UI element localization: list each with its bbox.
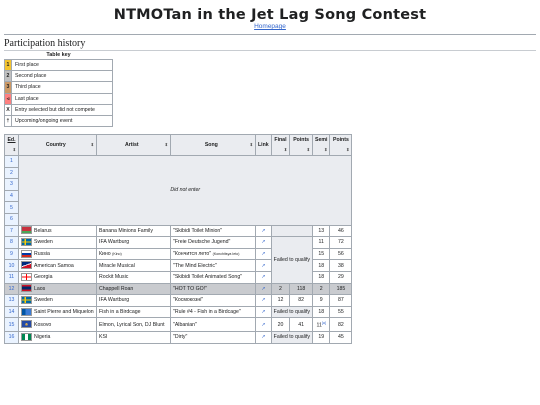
table-row bbox=[5, 318, 352, 332]
artist-name: Miracle Musical bbox=[99, 262, 135, 269]
edition-link[interactable]: 1 bbox=[5, 156, 19, 168]
sort-icon[interactable]: ⬍ bbox=[306, 147, 311, 152]
song-title: "Космокозні" bbox=[173, 297, 204, 304]
semi-points: 29 bbox=[330, 271, 352, 283]
semi-points: 46 bbox=[330, 225, 352, 237]
external-link-icon[interactable]: ↗ bbox=[256, 332, 272, 344]
semi-points: 82 bbox=[330, 318, 352, 332]
semi-place bbox=[313, 260, 330, 272]
artist-name: Banana Minions Family bbox=[99, 227, 153, 234]
artist-cell bbox=[97, 295, 171, 307]
semi-points: 72 bbox=[330, 237, 352, 249]
external-link-icon[interactable]: ↗ bbox=[256, 260, 272, 272]
sort-icon[interactable]: ⬍ bbox=[12, 147, 16, 152]
key-symbol: X bbox=[5, 104, 12, 115]
sort-icon[interactable]: ⬍ bbox=[283, 147, 288, 152]
artist-cell bbox=[97, 318, 171, 332]
semi-place-value: 15 bbox=[318, 251, 325, 258]
key-label: First place bbox=[12, 60, 113, 71]
failed-to-qualify-cell: Failed to qualify bbox=[271, 306, 312, 318]
song-title: "Albanian" bbox=[173, 321, 197, 328]
key-label: Last place bbox=[12, 93, 113, 104]
col-header-country[interactable]: Country ⬍ bbox=[19, 135, 97, 156]
col-header-semi[interactable]: Semi ⬍ bbox=[313, 135, 330, 156]
sort-icon[interactable]: ⬍ bbox=[249, 142, 253, 147]
key-row bbox=[5, 115, 113, 126]
semi-place-value: 2 bbox=[319, 285, 323, 292]
country-name[interactable]: Laos bbox=[34, 285, 46, 292]
sort-icon[interactable]: ⬍ bbox=[324, 147, 328, 152]
key-label: Entry selected but did not compete bbox=[12, 104, 113, 115]
semi-place-value: 18 bbox=[318, 262, 325, 269]
external-link-icon[interactable]: ↗ bbox=[256, 318, 272, 332]
key-symbol: 2 bbox=[5, 71, 12, 82]
artist-cell bbox=[97, 260, 171, 272]
final-place: 12 bbox=[271, 295, 290, 307]
song-title: "Skibidi Toilet Minion" bbox=[173, 227, 223, 234]
table-row bbox=[5, 156, 352, 168]
col-header-semi-points[interactable]: Points ⬍ bbox=[330, 135, 352, 156]
country-name[interactable]: Russia bbox=[34, 251, 50, 258]
table-row bbox=[5, 295, 352, 307]
flag-nigeria-icon bbox=[21, 333, 32, 341]
final-empty-cell bbox=[271, 225, 312, 237]
final-place: 20 bbox=[271, 318, 290, 332]
song-cell bbox=[171, 260, 256, 272]
country-name[interactable]: American Samoa bbox=[34, 262, 74, 269]
artist-name: IFA Wartburg bbox=[99, 239, 130, 246]
country-cell[interactable] bbox=[19, 332, 97, 344]
external-link-icon[interactable]: ↗ bbox=[256, 306, 272, 318]
song-cell bbox=[171, 318, 256, 332]
country-cell[interactable] bbox=[19, 248, 97, 260]
artist-name: Rockit Music bbox=[99, 274, 129, 281]
key-label: Second place bbox=[12, 71, 113, 82]
semi-place bbox=[313, 237, 330, 249]
col-header-song[interactable]: Song ⬍ bbox=[171, 135, 256, 156]
country-cell[interactable] bbox=[19, 260, 97, 272]
flag-spm-icon bbox=[21, 308, 32, 316]
external-link-icon[interactable]: ↗ bbox=[256, 295, 272, 307]
title-divider bbox=[4, 34, 536, 35]
sort-icon[interactable]: ⬍ bbox=[164, 142, 168, 147]
semi-points: 185 bbox=[330, 283, 352, 295]
artist-cell bbox=[97, 225, 171, 237]
song-title: "HOT TO GO!" bbox=[173, 285, 207, 292]
country-cell[interactable] bbox=[19, 271, 97, 283]
edition-link[interactable]: 5 bbox=[5, 202, 19, 214]
artist-cell bbox=[97, 283, 171, 295]
edition-link[interactable]: 10 bbox=[5, 260, 19, 272]
song-title: "Freie Deutsche Jugend" bbox=[173, 239, 231, 246]
song-title: "Кончится лето" bbox=[173, 251, 212, 258]
artist-name: Кино bbox=[99, 251, 111, 258]
semi-points: 55 bbox=[330, 306, 352, 318]
final-points: 82 bbox=[290, 295, 313, 307]
table-row bbox=[5, 237, 352, 249]
country-cell[interactable] bbox=[19, 225, 97, 237]
failed-to-qualify-cell: Failed to qualify bbox=[271, 332, 312, 344]
external-link-icon[interactable]: ↗ bbox=[256, 283, 272, 295]
country-name[interactable]: Belarus bbox=[34, 227, 52, 234]
country-name[interactable]: Saint Pierre and Miquelon bbox=[34, 309, 94, 316]
failed-to-qualify-cell: Failed to qualify bbox=[271, 237, 312, 283]
flag-belarus-icon bbox=[21, 226, 32, 234]
col-header-link: Link bbox=[256, 135, 272, 156]
song-cell bbox=[171, 306, 256, 318]
col-header-edition[interactable]: Ed. ⬍ bbox=[5, 135, 19, 156]
flag-sweden-icon bbox=[21, 238, 32, 246]
final-points: 118 bbox=[290, 283, 313, 295]
country-name[interactable]: Georgia bbox=[34, 274, 53, 281]
key-row bbox=[5, 71, 113, 82]
semi-place-value: 11 bbox=[318, 239, 324, 246]
country-name[interactable]: Sweden bbox=[34, 297, 53, 304]
semi-place-value: 13 bbox=[318, 227, 325, 234]
edition-link[interactable]: 6 bbox=[5, 213, 19, 225]
song-cell bbox=[171, 237, 256, 249]
artist-cell bbox=[97, 271, 171, 283]
semi-place bbox=[313, 225, 330, 237]
page-title: NTMOTan in the Jet Lag Song Contest bbox=[113, 7, 427, 23]
song-cell bbox=[171, 248, 256, 260]
flag-kosovo-icon bbox=[21, 320, 32, 328]
key-row bbox=[5, 60, 113, 71]
country-name[interactable]: Nigeria bbox=[34, 334, 51, 341]
table-row bbox=[5, 306, 352, 318]
external-link-icon[interactable]: ↗ bbox=[256, 225, 272, 237]
key-symbol: † bbox=[5, 115, 12, 126]
table-key bbox=[4, 52, 113, 127]
key-label: Upcoming/ongoing event bbox=[12, 115, 113, 126]
semi-place-value: 18 bbox=[318, 309, 325, 316]
song-transliteration: (Konchitsya leto) bbox=[212, 252, 240, 257]
semi-place bbox=[313, 271, 330, 283]
edition-link[interactable]: 9 bbox=[5, 248, 19, 260]
semi-place bbox=[313, 248, 330, 260]
key-symbol: 3 bbox=[5, 82, 12, 93]
semi-points: 56 bbox=[330, 248, 352, 260]
sort-icon[interactable]: ⬍ bbox=[346, 147, 350, 152]
table-row bbox=[5, 332, 352, 344]
edition-link[interactable]: 7 bbox=[5, 225, 19, 237]
song-cell bbox=[171, 225, 256, 237]
flag-sweden-icon bbox=[21, 296, 32, 304]
final-points: 41 bbox=[290, 318, 313, 332]
semi-place bbox=[313, 332, 330, 344]
sort-icon[interactable]: ⬍ bbox=[90, 142, 94, 147]
key-symbol: 1 bbox=[5, 60, 12, 71]
song-cell bbox=[171, 332, 256, 344]
edition-link[interactable]: 14 bbox=[5, 306, 19, 318]
artist-name: Fish in a Birdcage bbox=[99, 309, 141, 316]
song-title: "Skibidi Toilet Animated Song" bbox=[173, 274, 243, 281]
external-link-icon[interactable]: ↗ bbox=[256, 237, 272, 249]
key-symbol: ◃ bbox=[5, 93, 12, 104]
country-name[interactable]: Sweden bbox=[34, 239, 53, 246]
section-divider bbox=[4, 50, 536, 51]
edition-link[interactable]: 15 bbox=[5, 318, 19, 332]
key-row bbox=[5, 104, 113, 115]
key-row bbox=[5, 93, 113, 104]
artist-name: IFA Wartburg bbox=[99, 297, 130, 304]
table-row bbox=[5, 225, 352, 237]
country-cell[interactable] bbox=[19, 295, 97, 307]
edition-link[interactable]: 4 bbox=[5, 190, 19, 202]
edition-link[interactable]: 8 bbox=[5, 237, 19, 249]
semi-place-value: 9 bbox=[319, 297, 323, 304]
edition-link[interactable]: 2 bbox=[5, 167, 19, 179]
did-not-enter-cell: Did not enter bbox=[19, 156, 352, 226]
key-label: Third place bbox=[12, 82, 113, 93]
flag-laos-icon bbox=[21, 284, 32, 292]
country-cell[interactable] bbox=[19, 283, 97, 295]
country-cell[interactable] bbox=[19, 318, 97, 332]
country-cell[interactable] bbox=[19, 237, 97, 249]
artist-cell bbox=[97, 248, 171, 260]
song-title: "The Mind Electric" bbox=[173, 262, 217, 269]
edition-link[interactable]: 12 bbox=[5, 283, 19, 295]
semi-points: 38 bbox=[330, 260, 352, 272]
col-header-artist[interactable]: Artist ⬍ bbox=[97, 135, 171, 156]
song-title: "Dirty" bbox=[173, 334, 188, 341]
edition-link[interactable]: 3 bbox=[5, 179, 19, 191]
semi-place bbox=[313, 318, 330, 332]
song-title: "Rule #4 - Fish in a Birdcage" bbox=[173, 309, 241, 316]
key-row bbox=[5, 82, 113, 93]
semi-place-value: 19 bbox=[318, 334, 325, 341]
country-name[interactable]: Kosovo bbox=[34, 321, 52, 328]
flag-russia-icon bbox=[21, 250, 32, 258]
semi-place bbox=[313, 283, 330, 295]
artist-cell bbox=[97, 332, 171, 344]
artist-cell bbox=[97, 306, 171, 318]
final-place: 2 bbox=[271, 283, 290, 295]
semi-place bbox=[313, 295, 330, 307]
flag-georgia-icon bbox=[21, 273, 32, 281]
song-cell bbox=[171, 295, 256, 307]
section-heading: Participation history bbox=[4, 38, 86, 49]
edition-link[interactable]: 13 bbox=[5, 295, 19, 307]
song-cell bbox=[171, 271, 256, 283]
participation-table bbox=[4, 134, 352, 344]
semi-points: 87 bbox=[330, 295, 352, 307]
semi-place-value: 18 bbox=[318, 274, 325, 281]
col-header-final[interactable]: Final ⬍ bbox=[271, 135, 290, 156]
country-cell[interactable] bbox=[19, 306, 97, 318]
external-link-icon[interactable]: ↗ bbox=[256, 248, 272, 260]
footnote-link[interactable]: [a] bbox=[321, 321, 326, 326]
song-cell bbox=[171, 283, 256, 295]
homepage-link[interactable]: Homepage bbox=[254, 23, 286, 30]
artist-transliteration: (Kino) bbox=[112, 252, 122, 257]
flag-samoa-icon bbox=[21, 261, 32, 269]
semi-points: 45 bbox=[330, 332, 352, 344]
col-header-final-points[interactable]: Points ⬍ bbox=[290, 135, 313, 156]
table-row bbox=[5, 283, 352, 295]
artist-name: Chappell Roan bbox=[99, 285, 134, 292]
edition-link[interactable]: 16 bbox=[5, 332, 19, 344]
table-key-caption: Table key bbox=[46, 52, 71, 58]
semi-place bbox=[313, 306, 330, 318]
artist-name: KSI bbox=[99, 334, 108, 341]
edition-link[interactable]: 11 bbox=[5, 271, 19, 283]
external-link-icon[interactable]: ↗ bbox=[256, 271, 272, 283]
artist-name: Elmon, Lyrical Son, DJ Blunt bbox=[99, 321, 165, 328]
artist-cell bbox=[97, 237, 171, 249]
semi-place-value: 11 bbox=[316, 323, 322, 330]
